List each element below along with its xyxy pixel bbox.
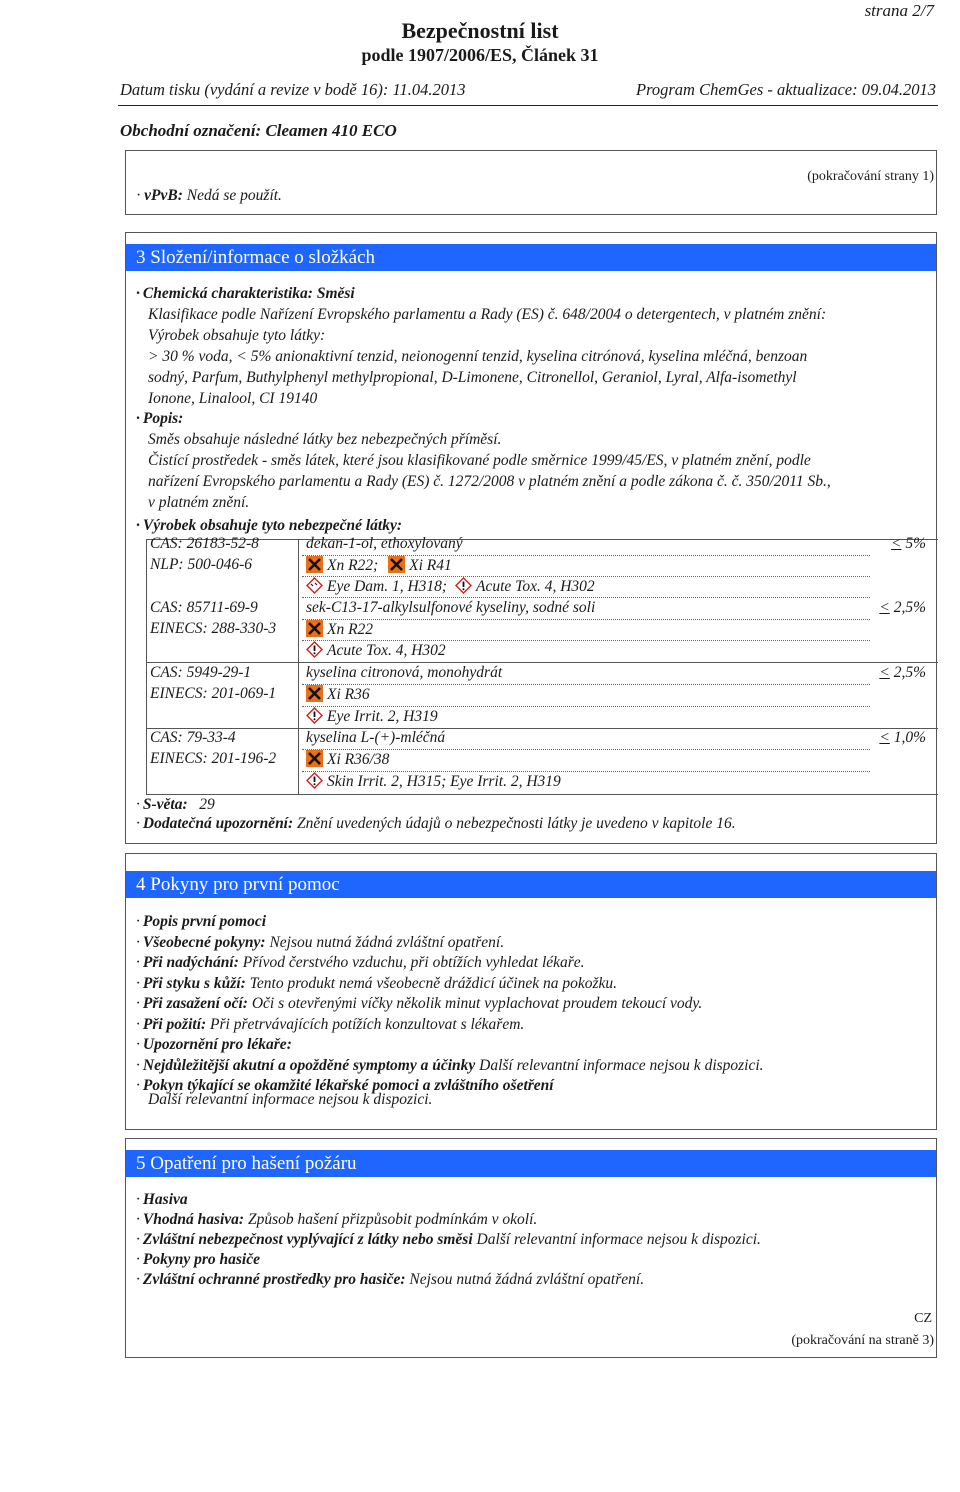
- language-code: CZ: [914, 1311, 932, 1326]
- substance-4-ghs: Skin Irrit. 2, H315; Eye Irrit. 2, H319: [306, 772, 561, 791]
- document-title: Bezpečnostní list: [401, 18, 559, 43]
- harmful-x-icon: [306, 620, 323, 637]
- list-item: · Všeobecné pokyny: Nejsou nutná žádná zvláštní opatření.: [136, 933, 505, 951]
- table-bottom: [146, 794, 938, 795]
- item-value: Přívod čerstvého vzduchu, při obtížích vyhledat lékaře.: [242, 954, 585, 971]
- additional-notes: · Dodatečná upozornění: Znění uvedených údajů o nebezpečnosti látky je uvedeno v kapitole 16.: [136, 815, 736, 832]
- corrosion-diamond-icon: [306, 577, 323, 594]
- row-divider: [302, 597, 870, 598]
- vpvb-label: vPvB:: [144, 187, 183, 204]
- exclamation-diamond-icon: [306, 772, 323, 789]
- chem-characteristic: · Chemická charakteristika: Směsi: [136, 285, 355, 302]
- item-label: Zvláštní nebezpečnost vyplývající z látky nebo směsi: [142, 1231, 473, 1248]
- irritant-x-icon: [388, 556, 405, 573]
- item-label: Popis první pomoci: [142, 913, 267, 930]
- exclamation-diamond-icon: [306, 707, 323, 724]
- substance-1-cas: CAS: 26183-52-8: [150, 535, 259, 552]
- list-item: · Při styku s kůží: Tento produkt nemá všeobecně dráždicí účinek na pokožku.: [136, 974, 618, 992]
- item-value: Při přetrvávajících potížích konzultovat s lékařem.: [210, 1015, 525, 1033]
- popis-line-4: v platném znění.: [148, 494, 250, 511]
- list-item: · Vhodná hasiva: Způsob hašení přizpůsobit podmínkám v okolí.: [136, 1211, 538, 1228]
- item-label: Při požití:: [142, 1015, 207, 1033]
- item-label: Při zasažení očí:: [142, 995, 248, 1012]
- item-value: Další relevantní informace nejsou k dispozici.: [479, 1056, 764, 1074]
- substance-1-name: dekan-1-ol, ethoxylovaný: [306, 535, 463, 552]
- document-subtitle: podle 1907/2006/ES, Článek 31: [361, 45, 599, 65]
- harmful-x-icon: [306, 556, 323, 573]
- row-divider: [302, 576, 870, 577]
- list-item: · Při nadýchání: Přívod čerstvého vzduchu, při obtížích vyhledat lékaře.: [136, 954, 585, 971]
- substance-2-r-phrases: Xn R22: [306, 620, 373, 639]
- table-divider: [298, 539, 299, 795]
- substance-1-r-phrases: Xn R22; Xi R41: [306, 556, 452, 575]
- header-rule: [118, 105, 938, 106]
- substance-4-percent: < 1,0%: [879, 729, 926, 746]
- row-divider: [302, 640, 870, 641]
- substance-3-ghs: Eye Irrit. 2, H319: [306, 707, 438, 726]
- popis-line-2: Čistící prostředek - směs látek, které jsou klasifikované podle směrnice 1999/45/ES, v platném znění, podle: [148, 452, 811, 469]
- substance-3-cas: CAS: 5949-29-1: [150, 664, 252, 681]
- list-item: · Popis první pomoci: [136, 913, 267, 930]
- substance-3-r-phrases: Xi R36: [306, 685, 370, 704]
- list-item: · Pokyn týkající se okamžité lékařské pomoci a zvláštního ošetření: [136, 1077, 554, 1094]
- trade-name: Obchodní označení: Cleamen 410 ECO: [120, 121, 397, 140]
- substance-2-ghs: Acute Tox. 4, H302: [306, 641, 446, 660]
- section-3-title: 3 Složení/informace o složkách: [126, 244, 936, 271]
- popis-line-3: nařízení Evropského parlamentu a Rady (ES) č. 1272/2008 v platném znění a podle zákona č. č. 350/2011 Sb.,: [148, 473, 831, 490]
- item-label: Hasiva: [142, 1191, 188, 1208]
- list-item: · Zvláštní nebezpečnost vyplývající z látky nebo směsi Další relevantní informace nejsou k dispozici.: [136, 1231, 761, 1248]
- item-value: Tento produkt nemá všeobecně dráždicí účinek na pokožku.: [249, 974, 618, 992]
- section-3: [125, 232, 937, 844]
- composition-line-1: > 30 % voda, < 5% anionaktivní tenzid, neionogenní tenzid, kyselina citrónová, kyselina mléčná, benzoan: [148, 348, 808, 365]
- item-value: Oči s otevřenými víčky několik minut vyplachovat proudem tekoucí vody.: [251, 995, 703, 1012]
- substance-4-name: kyselina L-(+)-mléčná: [306, 729, 446, 746]
- item-label: Pokyny pro hasiče: [142, 1251, 260, 1268]
- item-label: Pokyn týkající se okamžité lékařské pomoci a zvláštního ošetření: [142, 1077, 554, 1094]
- section-5-title: 5 Opatření pro hašení požáru: [126, 1150, 936, 1177]
- popis-label: · Popis:: [136, 410, 184, 427]
- irritant-x-icon: [306, 685, 323, 702]
- intro-box: [125, 150, 937, 215]
- substance-1-ghs: Eye Dam. 1, H318; Acute Tox. 4, H302: [306, 577, 595, 596]
- substance-2-einecs: EINECS: 288-330-3: [150, 620, 277, 637]
- row-divider: [302, 771, 870, 772]
- first-aid-last-line: Další relevantní informace nejsou k dispozici.: [148, 1091, 433, 1108]
- composition-line-3: Ionone, Linalool, CI 19140: [148, 390, 318, 407]
- item-label: Nejdůležitější akutní a opožděné symptomy a účinky: [142, 1056, 476, 1074]
- item-value: Další relevantní informace nejsou k dispozici.: [476, 1231, 761, 1248]
- exclamation-diamond-icon: [306, 641, 323, 658]
- substance-4-cas: CAS: 79-33-4: [150, 729, 236, 746]
- contains-line: Výrobek obsahuje tyto látky:: [148, 327, 326, 344]
- item-value: Způsob hašení přizpůsobit podmínkám v okolí.: [247, 1211, 538, 1228]
- row-divider: [302, 555, 870, 556]
- list-item: · Při požití: Při přetrvávajících potížích konzultovat s lékařem.: [136, 1015, 525, 1033]
- item-label: Při nadýchání:: [142, 954, 239, 971]
- item-label: Zvláštní ochranné prostředky pro hasiče:: [142, 1271, 406, 1288]
- popis-line-1: Směs obsahuje následné látky bez nebezpečných příměsí.: [148, 431, 502, 448]
- row-divider: [302, 706, 870, 707]
- exclamation-diamond-icon: [455, 577, 472, 594]
- list-item: · Při zasažení očí: Oči s otevřenými víčky několik minut vyplachovat proudem tekoucí vody.: [136, 995, 703, 1012]
- item-label: Všeobecné pokyny:: [142, 933, 266, 951]
- substance-4-r-phrases: Xi R36/38: [306, 750, 389, 769]
- row-separator: [146, 662, 938, 663]
- hazard-substances-label: · Výrobek obsahuje tyto nebezpečné látky:: [136, 517, 403, 534]
- substance-3-name: kyselina citronová, monohydrát: [306, 664, 503, 681]
- substance-2-name: sek-C13-17-alkylsulfonové kyseliny, sodné soli: [306, 599, 596, 616]
- list-item: · Hasiva: [136, 1191, 188, 1208]
- list-item: · Zvláštní ochranné prostředky pro hasiče: Nejsou nutná žádná zvláštní opatření.: [136, 1271, 645, 1288]
- item-value: Nejsou nutná žádná zvláštní opatření.: [269, 933, 505, 951]
- row-separator: [146, 728, 938, 729]
- list-item: · Upozornění pro lékaře:: [136, 1036, 292, 1053]
- continued-on: (pokračování na straně 3): [791, 1333, 934, 1348]
- substance-1-percent: < 5%: [890, 535, 926, 552]
- composition-line-2: sodný, Parfum, Buthylphenyl methylpropional, D-Limonene, Citronellol, Geraniol, Lyral, Alfa-isomethyl: [148, 369, 797, 386]
- list-item: · Nejdůležitější akutní a opožděné symptomy a účinky Další relevantní informace nejsou k dispozici.: [136, 1056, 764, 1074]
- row-divider: [302, 749, 870, 750]
- list-item: · Pokyny pro hasiče: [136, 1251, 260, 1268]
- vpvb-line: · vPvB: Nedá se použít.: [136, 187, 282, 204]
- item-label: Vhodná hasiva:: [142, 1211, 245, 1228]
- substance-2-cas: CAS: 85711-69-9: [150, 599, 258, 616]
- irritant-x-icon: [306, 750, 323, 767]
- vpvb-value: Nedá se použít.: [186, 187, 282, 204]
- section-4-title: 4 Pokyny pro první pomoc: [126, 871, 936, 898]
- program-version: Program ChemGes - aktualizace: 09.04.2013: [635, 80, 936, 99]
- section-4: [125, 853, 937, 1130]
- substance-3-einecs: EINECS: 201-069-1: [150, 685, 277, 702]
- substance-3-percent: < 2,5%: [879, 664, 926, 681]
- item-value: Nejsou nutná žádná zvláštní opatření.: [409, 1271, 645, 1288]
- item-label: Při styku s kůží:: [142, 974, 246, 992]
- substance-1-nlp: NLP: 500-046-6: [150, 556, 253, 573]
- s-phrase: · S-věta: 29: [136, 796, 215, 813]
- classification-line: Klasifikace podle Nařízení Evropského parlamentu a Rady (ES) č. 648/2004 o detergentech, v platném znění:: [148, 306, 827, 323]
- page-number: strana 2/7: [864, 1, 934, 20]
- row-divider: [302, 684, 870, 685]
- item-label: Upozornění pro lékaře:: [142, 1036, 292, 1053]
- substance-2-percent: < 2,5%: [879, 599, 926, 616]
- print-date: Datum tisku (vydání a revize v bodě 16): 11.04.2013: [120, 80, 466, 99]
- continued-from: (pokračování strany 1): [807, 169, 934, 184]
- section-5: [125, 1138, 937, 1358]
- substance-4-einecs: EINECS: 201-196-2: [150, 750, 277, 767]
- row-divider: [302, 619, 870, 620]
